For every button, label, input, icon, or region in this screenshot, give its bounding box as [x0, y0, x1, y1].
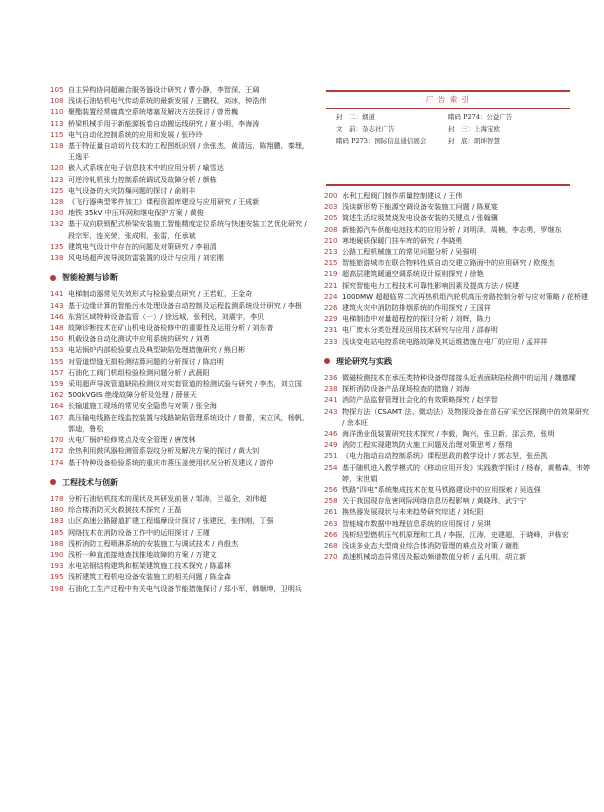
entry-title: 基于双向联锁配式桥梁安装施工智能精度定位系统与快速安装工艺优化研究 / 段宗军，连光荣，张成明，张雷，任承斌	[68, 219, 307, 240]
entry-title: 电气设备的火灾防爆问题的探讨 / 俞则丰	[68, 185, 196, 195]
page-number: 258	[324, 496, 338, 506]
entry-title: 建筑火灾中消防防排烟系统的作用探究 / 王国祥	[342, 303, 491, 313]
entry-title: 聚酯装置经常腐真空系统堵塞及解决方法探讨 / 曾贵巍	[68, 107, 239, 117]
ad-item: 封 二：烟道	[336, 113, 375, 121]
toc-entry[interactable]	[50, 185, 312, 196]
toc-entry[interactable]	[50, 412, 312, 434]
entry-title: 铁路“四电”系统集成技术在复马铁路建设中的应用探索 / 吴选强	[342, 485, 541, 495]
entry-title: 浅谈石油钻机电气传动系统的最新发展 / 王鹏权，刘冰，钟浩伟	[68, 96, 267, 106]
page-number: 132	[50, 219, 64, 229]
toc-entry[interactable]	[324, 495, 592, 506]
page-number: 254	[324, 462, 338, 472]
entry-title: 长输道施工现场的常见安全隐患与对策 / 张全海	[68, 401, 217, 411]
bullet-dot-icon	[50, 275, 56, 281]
page-number: 249	[324, 440, 338, 450]
toc-entry[interactable]	[324, 439, 592, 450]
page-number: 146	[50, 311, 64, 321]
toc-entry[interactable]	[50, 515, 312, 526]
page-number: 172	[50, 446, 64, 456]
toc-entry[interactable]	[50, 129, 312, 140]
toc-entry[interactable]	[324, 551, 592, 562]
toc-entry[interactable]	[324, 518, 592, 529]
toc-entry[interactable]	[50, 560, 312, 571]
toc-entry[interactable]	[324, 291, 592, 302]
entry-title: 1000MW 超超临界二次再热机组汽轮机高压旁路控制分析与应对策略 / 花桥建	[342, 291, 589, 301]
page-number: 157	[50, 367, 64, 377]
page-number: 208	[324, 224, 338, 234]
entry-title: 浅谈变电站电控系统电路故障及其运维措施在电厂的应用 / 孟祥祥	[342, 336, 548, 346]
toc-entry[interactable]	[50, 207, 312, 218]
page-number: 125	[50, 185, 64, 195]
page-number: 120	[50, 163, 64, 173]
page-number: 238	[324, 384, 338, 394]
page-number: 162	[50, 390, 64, 400]
entry-title: 智能城市数据中地理信息系统的应用探讨 / 吴琪	[342, 518, 491, 528]
toc-entry[interactable]	[324, 190, 592, 201]
page-number: 188	[50, 538, 64, 548]
page-number: 115	[50, 129, 64, 139]
toc-entry[interactable]	[324, 302, 592, 313]
page-number: 233	[324, 336, 338, 346]
entry-title: 基于特征量自动切片技术的工程图纸识别 / 余张杰，黄清远，陈翔鹏，秦理，王逸平	[68, 141, 309, 162]
page-number: 153	[50, 345, 64, 355]
page-number: 148	[50, 323, 64, 333]
entry-title: 石油化工生产过程中有关电气设备节能措施探讨 / 郑小军，韩顺坤，卫明兵	[68, 583, 302, 593]
page-number: 224	[324, 291, 338, 301]
page-number: 155	[50, 356, 64, 366]
entry-title: 水电站钢结构建筑和框架建筑施工技术探究 / 陈嘉林	[68, 561, 231, 571]
ad-index-title: 广 告 索 引	[425, 95, 471, 104]
toc-entry[interactable]	[50, 549, 312, 560]
entry-title: 浅谈多业态大型商业综合体消防管理的难点及对策 / 谢胜	[342, 541, 520, 551]
toc-entry[interactable]	[324, 450, 592, 461]
entry-title: 火电厂锅炉检修常点及安全管理 / 唐茂林	[68, 435, 196, 445]
toc-entry[interactable]	[50, 300, 312, 311]
toc-entry[interactable]	[50, 344, 312, 355]
page-number: 226	[324, 303, 338, 313]
entry-title: 水利工程阀门制作质量控制建议 / 王伟	[342, 191, 463, 200]
entry-title: 超高层建筑暖通空调系统设计原则探究 / 徐艳	[342, 269, 484, 279]
toc-entry[interactable]	[50, 174, 312, 185]
toc-entry[interactable]	[50, 241, 312, 252]
entry-title: 新能源汽车供能电池技术的应用分析 / 刘明泽，周楠，李志勇，罗继东	[342, 224, 562, 234]
entry-title: 分析石油钻机技术的现状及其研发前景 / 邹涛，兰福全，刘伟超	[68, 493, 267, 503]
toc-entry[interactable]	[50, 457, 312, 468]
ad-item: 睹码 P274：公益广告	[448, 113, 513, 121]
toc-entry[interactable]	[50, 434, 312, 445]
page-number: 200	[324, 191, 338, 200]
entry-title: 网络技术在消防设备工作中的运用探讨 / 王瑾	[68, 527, 210, 537]
page-number: 213	[324, 247, 338, 257]
page-number: 141	[50, 289, 64, 299]
toc-group-theory	[324, 372, 592, 562]
page-number: 215	[324, 258, 338, 268]
bullet-dot-icon	[50, 479, 56, 485]
entry-title: 换热器发展现状与未来趋势研究综述 / 刘纪阳	[342, 507, 484, 517]
section-title: 理论研究与实践	[336, 356, 392, 366]
page-number: 193	[50, 561, 64, 571]
page-number: 113	[50, 118, 64, 128]
page-number: 130	[50, 208, 64, 218]
toc-entry[interactable]	[50, 288, 312, 299]
entry-title: 综合楼消防灭火救援技术探究 / 王磊	[68, 505, 182, 515]
toc-entry[interactable]	[324, 280, 592, 291]
toc-entry[interactable]	[50, 196, 312, 207]
entry-title: 基于特种设备检验系统的重庆市燕压釜使用状况分析及建议 / 游仲	[68, 457, 274, 467]
toc-entry[interactable]	[50, 322, 312, 333]
entry-title: 机载设备自动化测试中应用系统的研究 / 刘勇	[68, 334, 210, 344]
toc-entry[interactable]	[50, 84, 312, 95]
page-number: 174	[50, 457, 64, 467]
entry-title: 浅析建筑工程机电设备安装施工的相关问题 / 陈金森	[68, 572, 231, 582]
page-number: 195	[50, 572, 64, 582]
toc-entry[interactable]	[50, 162, 312, 173]
entry-title: 东营区域特种设备监管（一）/ 徐远城，张利民，刘震宇，李贝	[68, 311, 265, 321]
toc-group-top	[50, 84, 312, 263]
page-number: 241	[324, 395, 338, 405]
toc-entry[interactable]	[324, 224, 592, 235]
entry-title: 物探方法（CSAMT 法、微动法）及物探设备在苗石矿采空区探测中的效果研究 / 余本旺	[342, 406, 590, 427]
page-number: 150	[50, 334, 64, 344]
entry-title: 微磁检测技术在承压类特种设备焊接接头近表面缺陷检测中的运用 / 魏德耀	[342, 373, 576, 383]
ad-index-grid	[326, 113, 570, 146]
entry-title: 电站锅炉内部检验要点及典型缺陷处理措施研究 / 熊日彬	[68, 345, 246, 355]
toc-entry[interactable]	[50, 389, 312, 400]
page-number: 229	[324, 314, 338, 324]
ad-item: 封 三：上海宝欧	[448, 125, 500, 133]
toc-entry[interactable]	[324, 506, 592, 517]
entry-title: 浅析轻型燃机压气机原理和工具 / 李振，江涛，史建超，于晓峰，尹栋宏	[342, 529, 569, 539]
toc-entry[interactable]	[50, 356, 312, 367]
toc-entry[interactable]	[324, 462, 592, 484]
toc-entry[interactable]	[50, 333, 312, 344]
entry-title: 建筑电气设计中存在的问题及对策研究 / 李祖清	[68, 241, 217, 251]
page-number: 167	[50, 412, 64, 422]
toc-entry[interactable]	[50, 378, 312, 389]
entry-title: 电梯制动器常见失效形式与检验要点研究 / 王若虹，王金奇	[68, 289, 253, 299]
page-number: 138	[50, 253, 64, 263]
page-number: 210	[324, 235, 338, 245]
toc-entry[interactable]	[50, 583, 312, 594]
toc-entry[interactable]	[50, 400, 312, 411]
toc-entry[interactable]	[50, 571, 312, 582]
page-number: 108	[50, 96, 64, 106]
ad-item: 睹码 P273：国际信息通信展会	[336, 137, 427, 145]
page-number: 266	[324, 529, 338, 539]
toc-entry[interactable]	[324, 529, 592, 540]
entry-title: 高压输电线路在线监控装置与线路缺陷管理系统设计 / 曾蕾，宋立风，杨帆，郭迪，鲁松	[68, 412, 309, 433]
toc-entry[interactable]	[50, 504, 312, 515]
page-number: 185	[50, 527, 64, 537]
toc-entry[interactable]	[50, 527, 312, 538]
entry-title: 探究智能电力工程技术可靠性影响因素及提高方法 / 侯建	[342, 280, 520, 290]
page-number: 164	[50, 401, 64, 411]
page-number: 243	[324, 406, 338, 416]
toc-entry[interactable]	[324, 540, 592, 551]
toc-entry[interactable]	[50, 445, 312, 456]
toc-entry[interactable]	[50, 95, 312, 106]
entry-title: 采用超声导波管道缺陷检测仪对实套管道的检测试验与研究 / 李杰，刘立国	[68, 379, 302, 389]
page-number: 231	[324, 325, 338, 335]
section-heading-eng	[50, 477, 312, 488]
toc-right-column	[324, 190, 592, 563]
entry-title: 《飞行器典型零件加工》课程资源库建设与应用研究 / 王成新	[68, 197, 260, 207]
entry-title: 浅谈新形势下能源空调设备安装施工问题 / 陈夏宴	[342, 202, 498, 212]
entry-title: 故障诊断技术在矿山机电设备检修中的重要性及运用分析 / 刘东普	[68, 323, 274, 333]
ad-divider	[326, 108, 570, 109]
page-number: 219	[324, 269, 338, 279]
page-number: 270	[324, 552, 338, 562]
toc-entry[interactable]	[324, 201, 592, 212]
toc-entry[interactable]	[324, 246, 592, 257]
toc-entry[interactable]	[50, 252, 312, 263]
entry-title: 消防产品监督管理社会化的有效策略探究 / 赵学智	[342, 395, 498, 405]
page-number: 178	[50, 493, 64, 503]
page-number: 110	[50, 107, 64, 117]
toc-entry[interactable]	[50, 311, 312, 322]
entry-title: 嵌入式系统在电子信息技术中的应用分析 / 喻雪达	[68, 163, 224, 173]
page-number: 205	[324, 213, 338, 223]
bullet-dot-icon	[324, 358, 330, 364]
toc-entry[interactable]	[324, 383, 592, 394]
page-number: 180	[50, 505, 64, 515]
entry-title: 电厂废水分类处理及回用技术研究与应用 / 邵春明	[342, 325, 498, 335]
page-number: 128	[50, 197, 64, 207]
page-number: 183	[50, 516, 64, 526]
page-number: 236	[324, 373, 338, 383]
entry-title: 石油化工阀门机组检验检测问题分析 / 武晨阳	[68, 367, 210, 377]
page-number: 198	[50, 583, 64, 593]
page-number: 190	[50, 549, 64, 559]
toc-group-detect	[50, 288, 312, 467]
entry-title: 基于随机进入教学模式的《移动应用开发》实践教学探讨 / 杨春，黄楷森，韦婷婷，宋世娟	[342, 462, 591, 483]
ad-item: 文 前：杂志社广告	[336, 125, 395, 133]
entry-title: 浅析一种直流接地查找推地故障的方案 / 万建文	[68, 549, 217, 559]
page-number: 263	[324, 518, 338, 528]
toc-entry[interactable]	[324, 324, 592, 335]
toc-entry[interactable]	[324, 394, 592, 405]
toc-entry[interactable]	[50, 218, 312, 240]
entry-title: 消防工程实现建筑防火施工问题及治理对策思考 / 蔡翔	[342, 440, 513, 450]
toc-entry[interactable]	[50, 367, 312, 378]
page-number: 118	[50, 141, 64, 151]
toc-entry[interactable]	[324, 257, 592, 268]
entry-title: 《电力拖动自动控制系统》课程思政的教学设计 / 郭志坚，张岳凯	[342, 451, 548, 461]
toc-entry[interactable]	[50, 493, 312, 504]
entry-title: 自主异构协同超融合服务器设计研究 / 曹小静，李智深，王阔	[68, 85, 260, 94]
entry-title: 电气自动化控制系统的应用和发展 / 张玲玲	[68, 129, 203, 139]
toc-entry[interactable]	[324, 484, 592, 495]
page-number: 268	[324, 541, 338, 551]
entry-title: 公路工程机械施工的常见问题分析 / 吴强明	[342, 247, 477, 257]
entry-title: 智能旅游城市在联合物料性质自动交建立路面中的应用研究 / 欧俊杰	[342, 258, 555, 268]
page-number: 143	[50, 300, 64, 310]
page-number: 261	[324, 507, 338, 517]
entry-title: 基于边缘计算的智能污水处理设备自动控制及运程监测系统设计研究 / 李根	[68, 300, 302, 310]
toc-entry[interactable]	[324, 313, 592, 324]
section-title: 工程技术与创新	[62, 477, 118, 487]
section-heading-detect	[50, 272, 312, 283]
toc-entry[interactable]	[324, 235, 592, 246]
toc-entry[interactable]	[324, 336, 592, 347]
page-number: 135	[50, 241, 64, 251]
entry-title: 500kVGIS 绝缘故障分析及处理 / 薛景天	[68, 390, 197, 400]
page-number: 221	[324, 280, 338, 290]
toc-group-eng	[50, 493, 312, 594]
page-number: 256	[324, 485, 338, 495]
toc-entry[interactable]	[50, 538, 312, 549]
toc-group-right-top	[324, 190, 592, 347]
section-heading-theory	[324, 356, 592, 367]
page-number: 159	[50, 379, 64, 389]
toc-entry[interactable]	[50, 106, 312, 117]
toc-left-column	[50, 84, 312, 594]
entry-title: 山区高速公路隧道扩建工程塌摩设计探讨 / 张建民，张伟刚，丁强	[68, 516, 274, 526]
section-title: 智能检测与诊断	[62, 273, 118, 283]
ad-index-box	[326, 90, 570, 186]
entry-title: 桥梁机械手用于新能源板卷自动搬运线研究 / 夏小明，李海涛	[68, 118, 260, 128]
page-number: 251	[324, 451, 338, 461]
page-number: 105	[50, 85, 64, 94]
toc-entry[interactable]	[50, 118, 312, 129]
page-number: 123	[50, 174, 64, 184]
toc-entry[interactable]	[324, 372, 592, 383]
entry-title: 余热利用鼓风器检测管系裂纹分析及解决方案的探讨 / 黄大钊	[68, 446, 260, 456]
entry-title: 地铁 35kV 中压环网和继电保护方案 / 黄俊	[68, 208, 204, 218]
toc-entry[interactable]	[50, 140, 312, 162]
entry-title: 简述生活垃圾焚烧发电设备安装的关键点 / 张翰骥	[342, 213, 498, 223]
entry-title: 电梯制造中对量超程控的探讨分析 / 刘辉，陈力	[342, 314, 491, 324]
entry-title: 可逆冷轧机张力控制系统调试及故障分析 / 颜栋	[68, 174, 217, 184]
entry-title: 浅析消防工程喷淋系统的安装施工与调试技术 / 肖殷杰	[68, 538, 239, 548]
page-number: 170	[50, 435, 64, 445]
page-number: 246	[324, 429, 338, 439]
toc-entry[interactable]	[324, 428, 592, 439]
entry-title: 关于我国现存危害网际网络信息历程影响 / 黄晓玮，武宁宁	[342, 496, 527, 506]
entry-title: 寒地硬质保暖门挂车库的研究 / 李晓勇	[342, 235, 463, 245]
toc-entry[interactable]	[324, 212, 592, 223]
entry-title: 对管道焊缝无损检测结算问题的分析探讨 / 陈启明	[68, 356, 224, 366]
entry-title: 探析消防设备产品现场检查的措施 / 刘海	[342, 384, 470, 394]
entry-title: 海洋渔业低装置研究技术探究 / 李毅，陶兴，张卫新，邵云亮，张明	[342, 429, 555, 439]
entry-title: 风电场超声波导波防雷装置的设计与应用 / 刘宏刚	[68, 253, 224, 263]
page-number: 203	[324, 202, 338, 212]
toc-entry[interactable]	[324, 268, 592, 279]
entry-title: 高速机械动态异常因及振动频谱数值分析 / 孟凡明，胡立新	[342, 552, 527, 562]
ad-item: 封 底：朗坤智慧	[448, 137, 500, 145]
toc-entry[interactable]	[324, 406, 592, 428]
